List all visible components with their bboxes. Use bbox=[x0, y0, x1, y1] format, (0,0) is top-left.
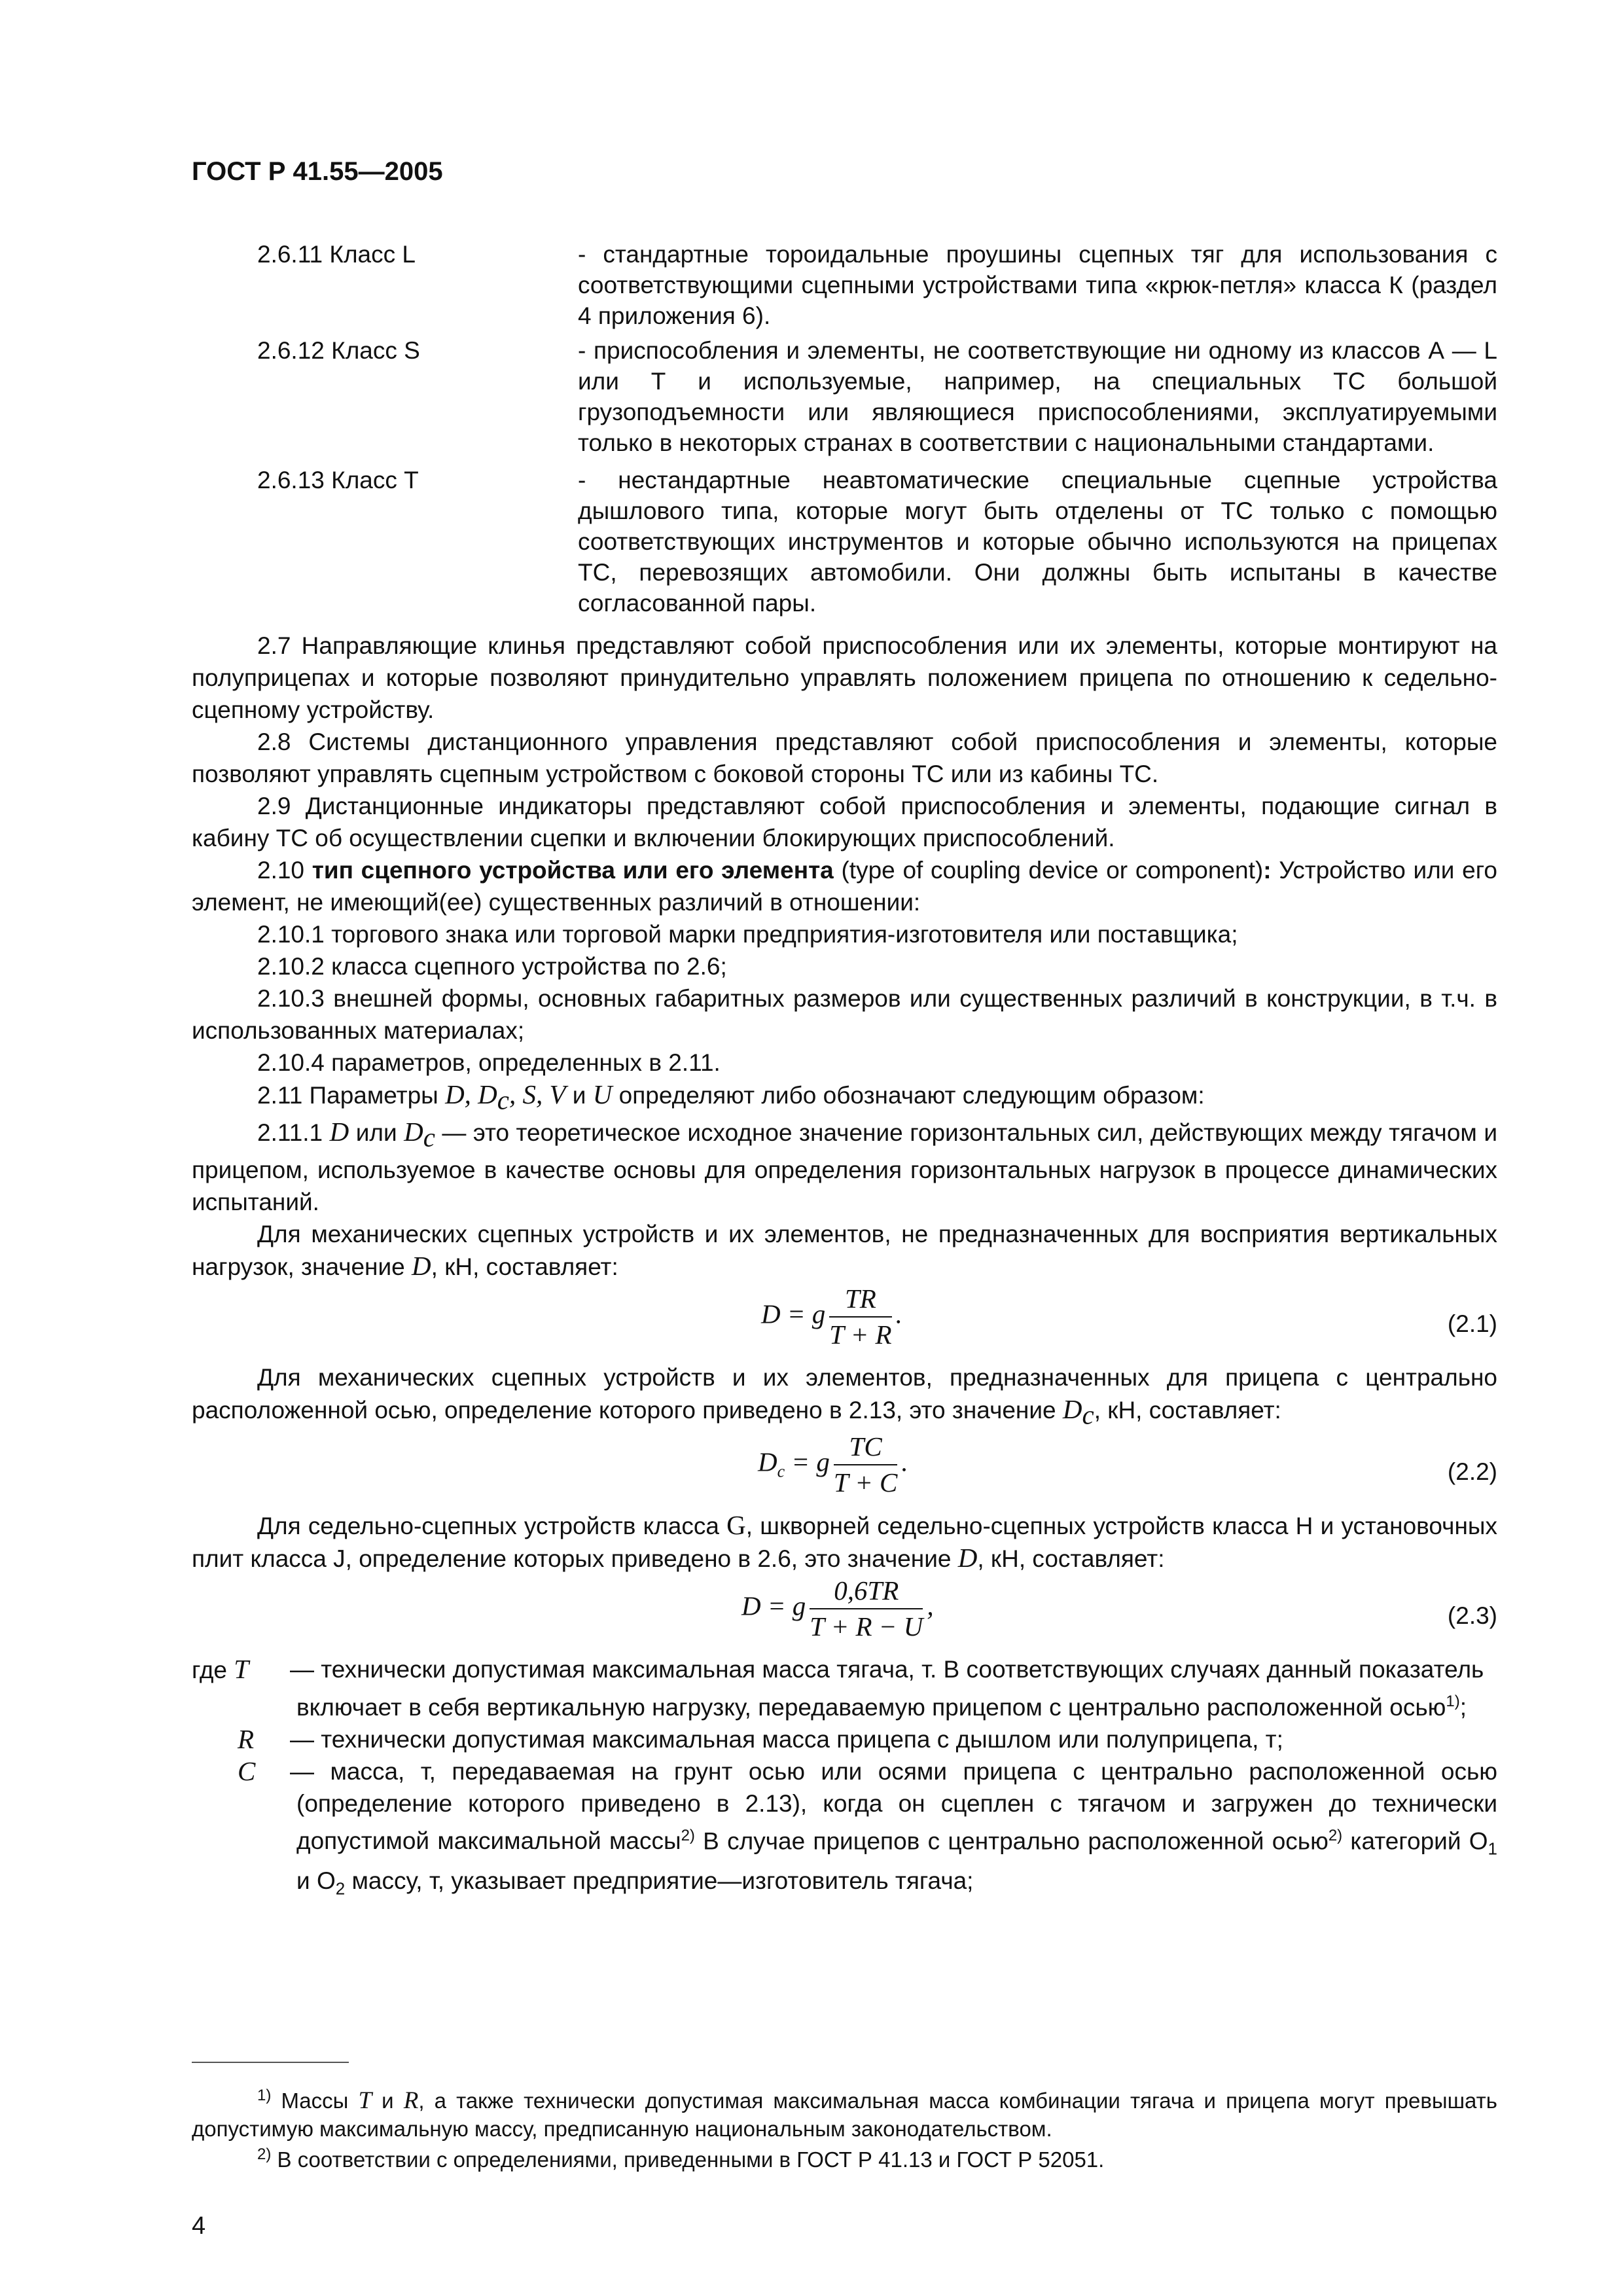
where-t-symbol: T bbox=[234, 1654, 249, 1685]
where-r-definition bbox=[192, 1723, 1497, 1755]
where-t-text: — технически допустимая максимальная масса тягача, т. В соответствующих случаях данный показатель включает в себя вертикальную нагрузку, передаваемую прицепом с центрально расположенной осью bbox=[290, 1656, 1484, 1721]
document-header: ГОСТ Р 41.55—2005 bbox=[192, 157, 443, 186]
where-t-end: ; bbox=[1459, 1693, 1467, 1721]
footnote-2 bbox=[192, 2140, 1497, 2174]
fn1-t: T bbox=[358, 2087, 372, 2114]
footnote-2-index bbox=[192, 2140, 271, 2174]
where-label bbox=[192, 1653, 249, 1686]
paragraph-mech-2 bbox=[192, 1361, 1497, 1431]
f2-fraction bbox=[834, 1431, 898, 1499]
p211-syms: D, D bbox=[445, 1079, 497, 1109]
f2-lhs-eq: = g bbox=[785, 1446, 830, 1477]
pmech2-d: D bbox=[1062, 1393, 1082, 1424]
p211-and: и bbox=[565, 1082, 593, 1109]
pmech1-b: , кН, составляет: bbox=[431, 1253, 618, 1280]
footnote-1 bbox=[192, 2081, 1497, 2143]
p2111-b: — это теоретическое исходное значение горизонтальных сил, действующих между тягачом и прицепом, используемое в качестве основы для определения горизонтальных нагрузок в процессе динамических испытаний. bbox=[192, 1119, 1497, 1215]
paragraph-2-11 bbox=[192, 1079, 1497, 1116]
formula-2-3-expr bbox=[741, 1575, 934, 1643]
pmech2-b: , кН, составляет: bbox=[1094, 1396, 1281, 1424]
formula-2-2-expr bbox=[758, 1431, 908, 1499]
main-body bbox=[192, 630, 1497, 1905]
f1-lhs: D = g bbox=[761, 1299, 826, 1329]
class-t-description: - нестандартные неавтоматические специальные сцепные устройства дышлового типа, которые могут быть отделены от ТС только с помощью соответствующих инструментов и которые обычно используются на прицепах ТС, перевозящих автомобили. Они должны быть испытаны в качестве согласованной пары. bbox=[578, 467, 1497, 617]
f2-lhs-sub: c bbox=[777, 1462, 785, 1481]
where-t-footnote-ref: 1) bbox=[1446, 1693, 1460, 1711]
paragraph-2-10-4: 2.10.4 параметров, определенных в 2.11. bbox=[257, 1049, 721, 1076]
pmech3-c: , кН, составляет: bbox=[977, 1545, 1165, 1573]
p211-sub-c: c bbox=[497, 1085, 509, 1115]
paragraph-2-7: 2.7 Направляющие клинья представляют собой приспособления или их элементы, которые монтируют на полуприцепах и которые позволяют принудительно управлять положением прицепа по отношению к седельно-сцепному устройству. bbox=[192, 632, 1497, 723]
formula-2-3 bbox=[192, 1575, 1497, 1653]
pmech2-sub-c: c bbox=[1082, 1399, 1094, 1430]
where-c-text-b: В случае прицепов с центрально расположенной осью bbox=[694, 1827, 1329, 1854]
f3-numerator: 0,6TR bbox=[810, 1575, 923, 1609]
where-c-definition bbox=[192, 1755, 1497, 1905]
where-c-symbol: C bbox=[238, 1755, 256, 1786]
class-s-label: 2.6.12 Класс S bbox=[257, 337, 420, 364]
where-c-footnote-ref-1: 2) bbox=[681, 1826, 695, 1844]
fn1-and: и bbox=[372, 2089, 404, 2113]
where-t-definition bbox=[192, 1653, 1497, 1723]
class-s-description: - приспособления и элементы, не соответствующие ни одному из классов А — L или Т и используемые, например, на специальных ТС большой грузоподъемности или являющиеся приспособлениями, эксплуатируемыми только в некоторых странах в соответствии с национальными стандартами. bbox=[578, 337, 1497, 456]
formula-2-1-number: (2.1) bbox=[1447, 1310, 1497, 1337]
where-c-text-c: категорий О bbox=[1342, 1827, 1488, 1854]
class-l-label: 2.6.11 Класс L bbox=[257, 241, 416, 268]
fn2-text: В соответствии с определениями, приведенными в ГОСТ Р 41.13 и ГОСТ Р 52051. bbox=[271, 2147, 1105, 2172]
where-c-sub-1: 1 bbox=[1488, 1839, 1497, 1859]
f3-tail: , bbox=[927, 1590, 934, 1621]
paragraph-2-9: 2.9 Дистанционные индикаторы представляют собой приспособления и элементы, подающие сигнал в кабину ТС об осуществлении сцепки и включении блокирующих приспособлений. bbox=[192, 793, 1497, 852]
pmech3-g: G bbox=[726, 1510, 746, 1541]
pmech3-b: , шкворней седельно-сцепных устройств класса Н и установочных плит класса J, определение которых приведено в 2.6, это значение bbox=[192, 1513, 1497, 1573]
f2-denominator: T + C bbox=[833, 1467, 898, 1498]
fn2-idx: 2) bbox=[257, 2145, 272, 2163]
p2111-sub-c: c bbox=[423, 1122, 435, 1153]
pmech3-d: D bbox=[957, 1543, 978, 1573]
where-word: где bbox=[192, 1657, 234, 1684]
paragraph-2-10 bbox=[192, 854, 1497, 918]
f2-tail: . bbox=[901, 1446, 908, 1477]
paragraph-2-10-2: 2.10.2 класса сцепного устройства по 2.6; bbox=[257, 953, 727, 980]
term-colon: : bbox=[1263, 857, 1272, 884]
formula-2-3-number: (2.3) bbox=[1447, 1602, 1497, 1630]
where-c-sub-2: 2 bbox=[335, 1878, 346, 1899]
formula-2-1 bbox=[192, 1283, 1497, 1361]
where-c-text-e: массу, т, указывает предприятие—изготовитель тягача; bbox=[345, 1867, 974, 1895]
where-c-footnote-ref-2: 2) bbox=[1328, 1826, 1343, 1844]
footnote-divider bbox=[192, 2062, 349, 2063]
f1-numerator: TR bbox=[829, 1283, 891, 1318]
pmech1-d: D bbox=[412, 1250, 431, 1281]
f1-denominator: T + R bbox=[829, 1319, 892, 1350]
p210-num: 2.10 bbox=[257, 857, 312, 884]
paragraph-2-10-1: 2.10.1 торгового знака или торговой марки предприятия-изготовителя или поставщика; bbox=[257, 921, 1238, 948]
fn1-r: R bbox=[403, 2087, 419, 2114]
paragraph-mech-1 bbox=[192, 1218, 1497, 1283]
where-c-text-a: — масса, т, передаваемая на грунт осью или осями прицепа с центрально расположенной осью (определение которого приведено в 2.13), когда он сцеплен с тягачом и загружен до технически допустимой максимальной массы bbox=[290, 1757, 1497, 1854]
f3-fraction bbox=[810, 1575, 923, 1643]
pmech2-a: Для механических сцепных устройств и их элементов, предназначенных для прицепа с центрально расположенной осью, определение которого приведено в 2.13, это значение bbox=[192, 1363, 1497, 1424]
term-english: (type of coupling device or component) bbox=[833, 857, 1264, 884]
formula-2-2 bbox=[192, 1431, 1497, 1509]
p2111-dc: D bbox=[404, 1117, 423, 1147]
f2-lhs: D bbox=[758, 1446, 777, 1477]
formula-2-1-expr bbox=[761, 1283, 902, 1351]
fn1-b: , а также технически допустимая максимальная масса комбинации тягача и прицепа могут превышать допустимую максимальную массу, предписанную национальным законодательством. bbox=[192, 2089, 1497, 2141]
formula-2-2-number: (2.2) bbox=[1447, 1458, 1497, 1486]
class-t-label: 2.6.13 Класс Т bbox=[257, 467, 419, 493]
p2111-a: 2.11.1 bbox=[257, 1119, 330, 1147]
paragraph-2-8: 2.8 Системы дистанционного управления представляют собой приспособления и элементы, которые позволяют управлять сцепным устройством с боковой стороны ТС или из кабины ТС. bbox=[192, 728, 1497, 787]
pmech3-a: Для седельно-сцепных устройств класса bbox=[257, 1513, 727, 1540]
class-l-description: - стандартные тороидальные проушины сцепных тяг для использования с соответствующими сцепными устройствами типа «крюк-петля» класса К (раздел 4 приложения 6). bbox=[578, 241, 1497, 329]
where-r-symbol: R bbox=[238, 1723, 255, 1754]
f3-denominator: T + R − U bbox=[810, 1611, 923, 1642]
p211-u: U bbox=[592, 1079, 613, 1109]
where-r-text: — технически допустимая максимальная масса прицепа с дышлом или полуприцепа, т; bbox=[290, 1725, 1283, 1753]
p210-rest: Устройство или его элемент, не имеющий(ее) существенных различий в отношении: bbox=[192, 857, 1497, 916]
f3-lhs: D = g bbox=[741, 1590, 806, 1621]
paragraph-mech-3 bbox=[192, 1509, 1497, 1575]
where-c-text-d: и О bbox=[296, 1867, 336, 1895]
f2-numerator: TC bbox=[834, 1431, 898, 1465]
p2111-d: D bbox=[329, 1117, 349, 1147]
paragraph-2-10-3: 2.10.3 внешней формы, основных габаритных размеров или существенных различий в конструкции, в т.ч. в использованных материалах; bbox=[192, 985, 1497, 1044]
paragraph-2-11-1 bbox=[192, 1116, 1497, 1217]
f1-fraction bbox=[829, 1283, 891, 1351]
f1-tail: . bbox=[895, 1299, 902, 1329]
fn1-idx: 1) bbox=[257, 2087, 272, 2104]
p2111-or: или bbox=[349, 1119, 404, 1147]
term-coupling-type: тип сцепного устройства или его элемента bbox=[312, 857, 834, 884]
p211-syms2: , S, V bbox=[508, 1079, 566, 1109]
fn1-a: Массы bbox=[271, 2089, 359, 2113]
p211-b: определяют либо обозначают следующим образом: bbox=[612, 1082, 1205, 1109]
footnote-1-index bbox=[192, 2081, 271, 2115]
pmech1-a: Для механических сцепных устройств и их элементов, не предназначенных для восприятия вертикальных нагрузок, значение bbox=[192, 1220, 1497, 1280]
page-number: 4 bbox=[192, 2212, 206, 2240]
p211-a: 2.11 Параметры bbox=[257, 1082, 446, 1109]
